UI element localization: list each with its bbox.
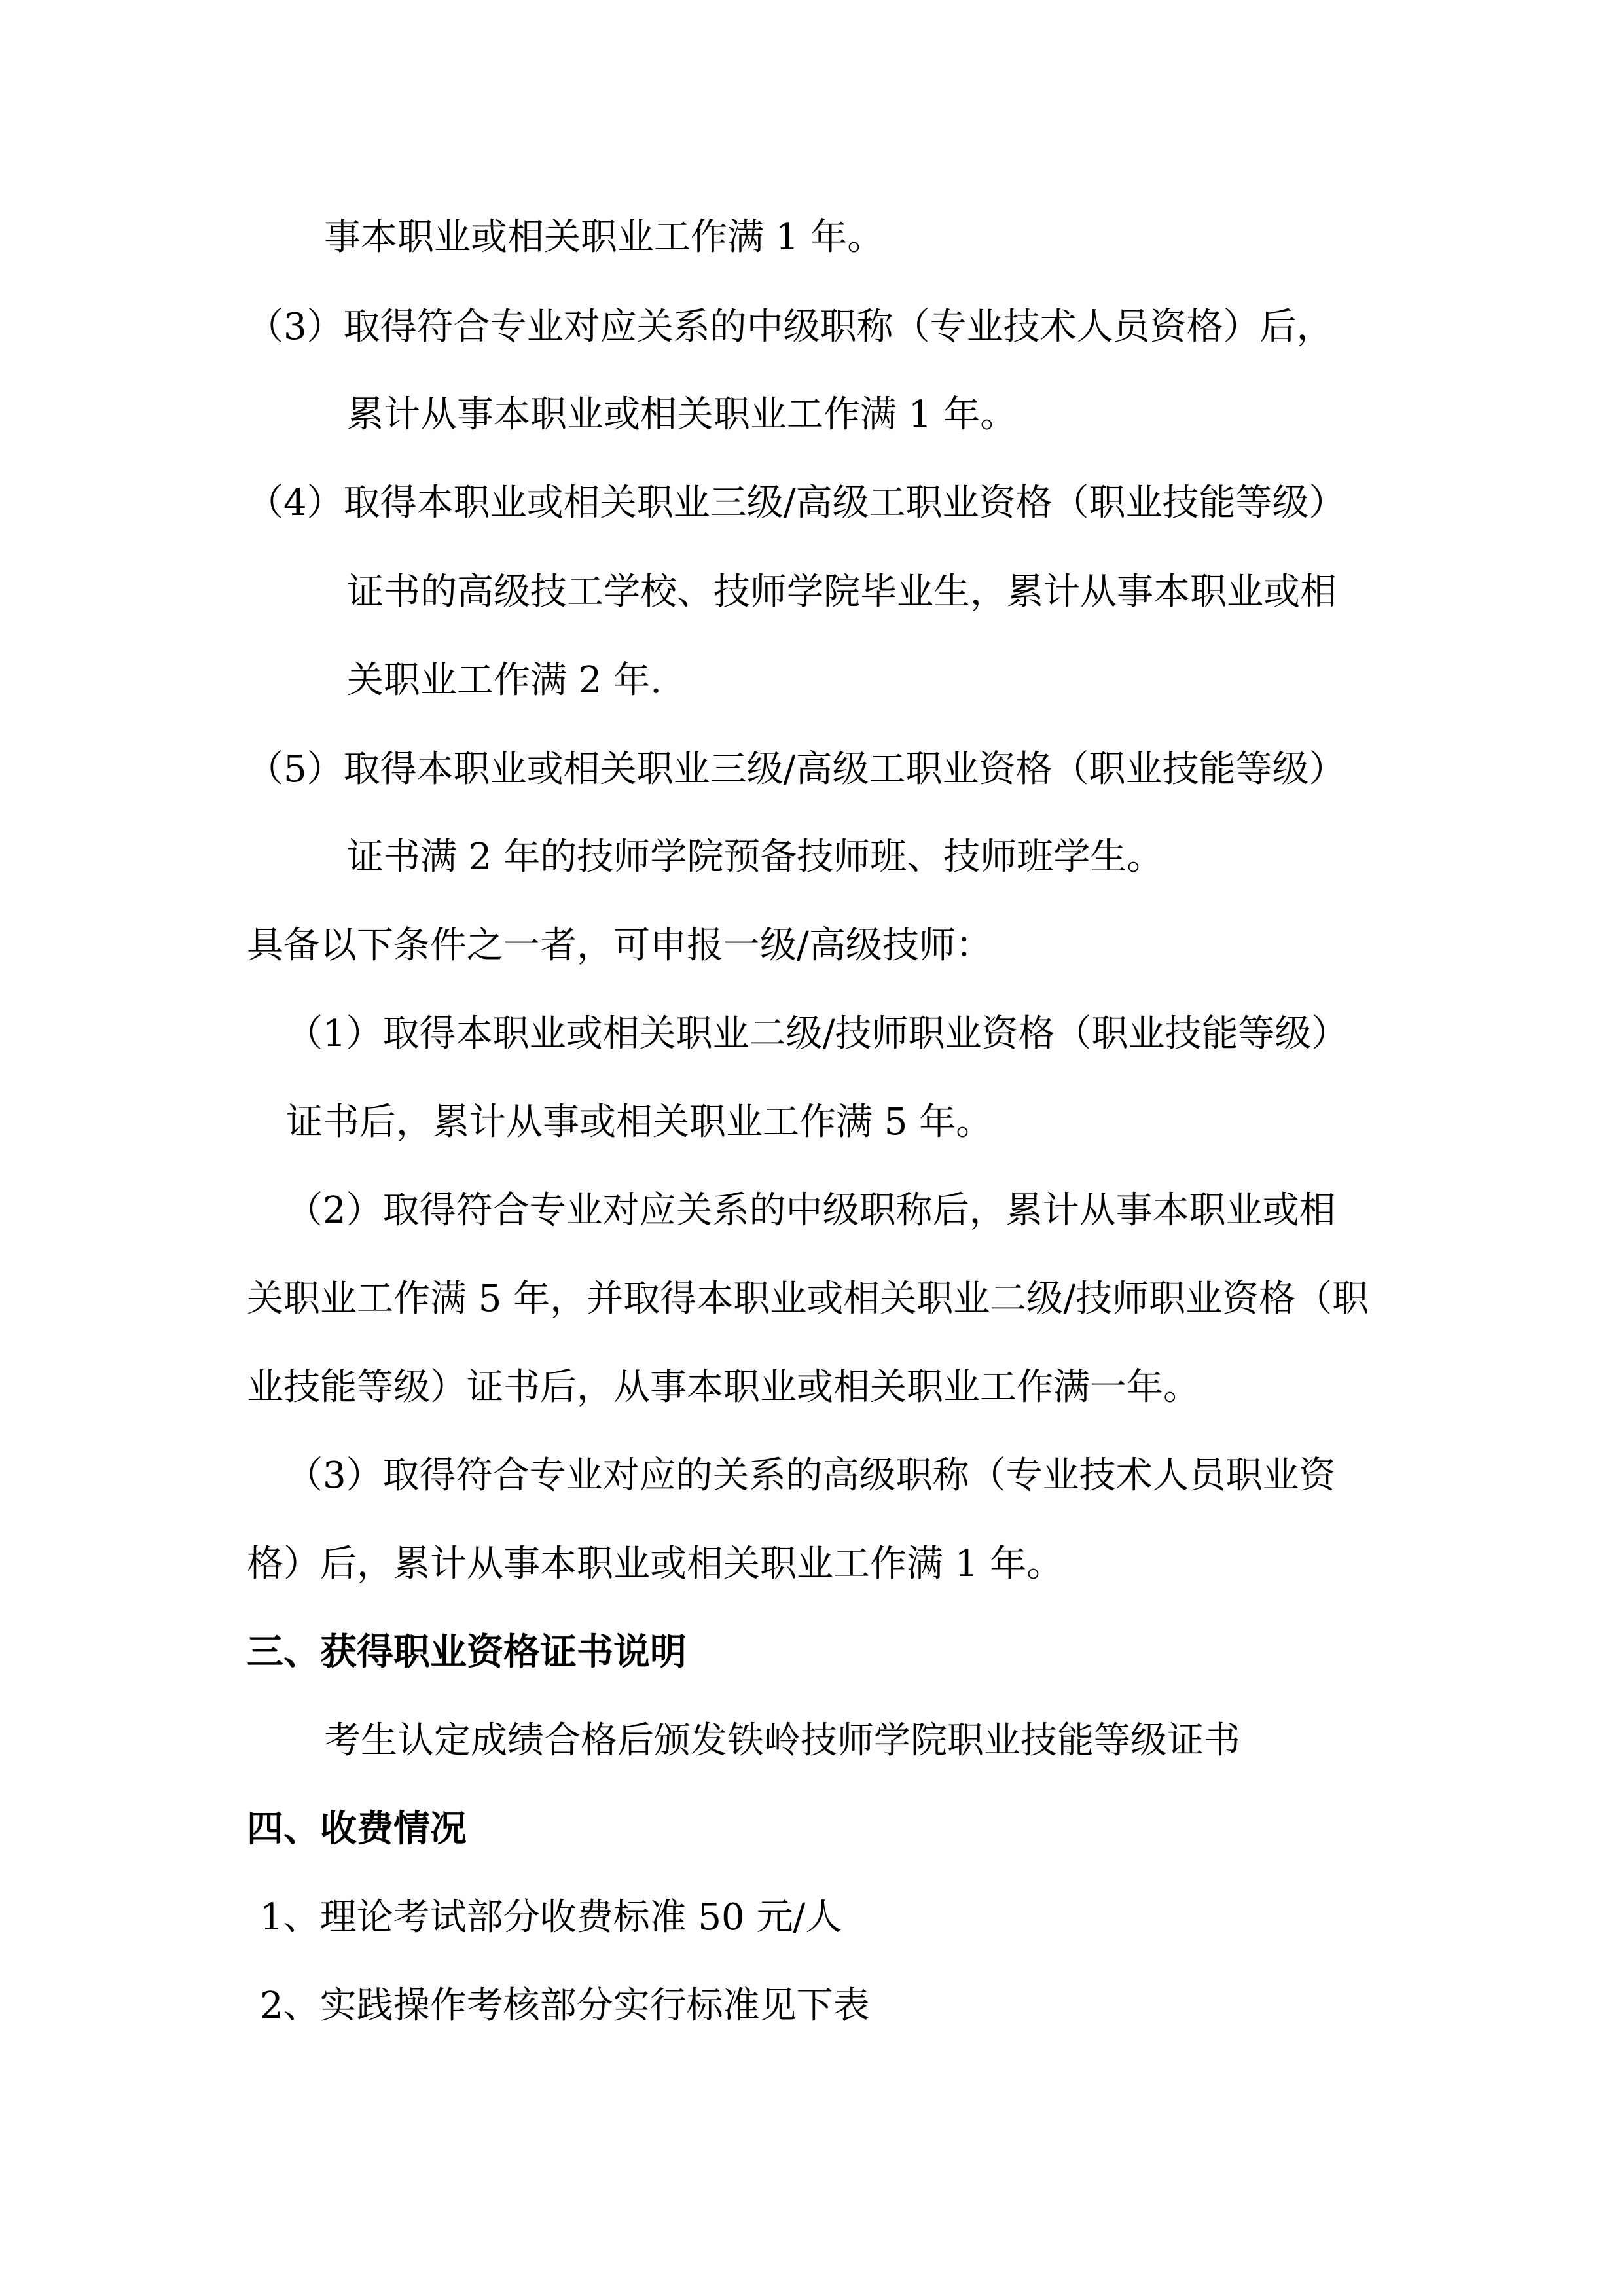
text-line-11: 证书后，累计从事或相关职业工作满 5 年。 [286, 1101, 993, 1143]
text-line-13: 关职业工作满 5 年，并取得本职业或相关职业二级/技师职业资格（职 [247, 1278, 1369, 1320]
text-line-21: 2、实践操作考核部分实行标准见下表 [260, 1984, 870, 2027]
text-line-6: 关职业工作满 2 年. [347, 659, 662, 702]
text-line-7: （5）取得本职业或相关职业三级/高级工职业资格（职业技能等级） [247, 748, 1346, 791]
section-heading-4: 四、收费情况 [247, 1808, 467, 1850]
text-line-15: （3）取得符合专业对应的关系的高级职称（专业技术人员职业资 [286, 1454, 1336, 1497]
text-line-12: （2）取得符合专业对应关系的中级职称后，累计从事本职业或相 [286, 1189, 1336, 1232]
text-line-9: 具备以下条件之一者，可申报一级/高级技师： [247, 924, 992, 967]
text-line-18: 考生认定成绩合格后颁发铁岭技师学院职业技能等级证书 [324, 1719, 1240, 1762]
text-line-2: （3）取得符合专业对应关系的中级职称（专业技术人员资格）后， [247, 306, 1333, 348]
text-line-14: 业技能等级）证书后，从事本职业或相关职业工作满一年。 [247, 1366, 1200, 1408]
text-line-20: 1、理论考试部分收费标准 50 元/人 [260, 1896, 842, 1939]
text-line-5: 证书的高级技工学校、技师学院毕业生，累计从事本职业或相 [347, 571, 1337, 613]
text-line-8: 证书满 2 年的技师学院预备技师班、技师班学生。 [347, 836, 1164, 878]
text-line-16: 格）后，累计从事本职业或相关职业工作满 1 年。 [247, 1543, 1064, 1585]
text-line-10: （1）取得本职业或相关职业二级/技师职业资格（职业技能等级） [286, 1013, 1348, 1055]
section-heading-3: 三、获得职业资格证书说明 [247, 1631, 687, 1674]
text-line-4: （4）取得本职业或相关职业三级/高级工职业资格（职业技能等级） [247, 482, 1346, 524]
text-line-1: 事本职业或相关职业工作满 1 年。 [324, 216, 884, 259]
text-line-3: 累计从事本职业或相关职业工作满 1 年。 [347, 393, 1017, 436]
